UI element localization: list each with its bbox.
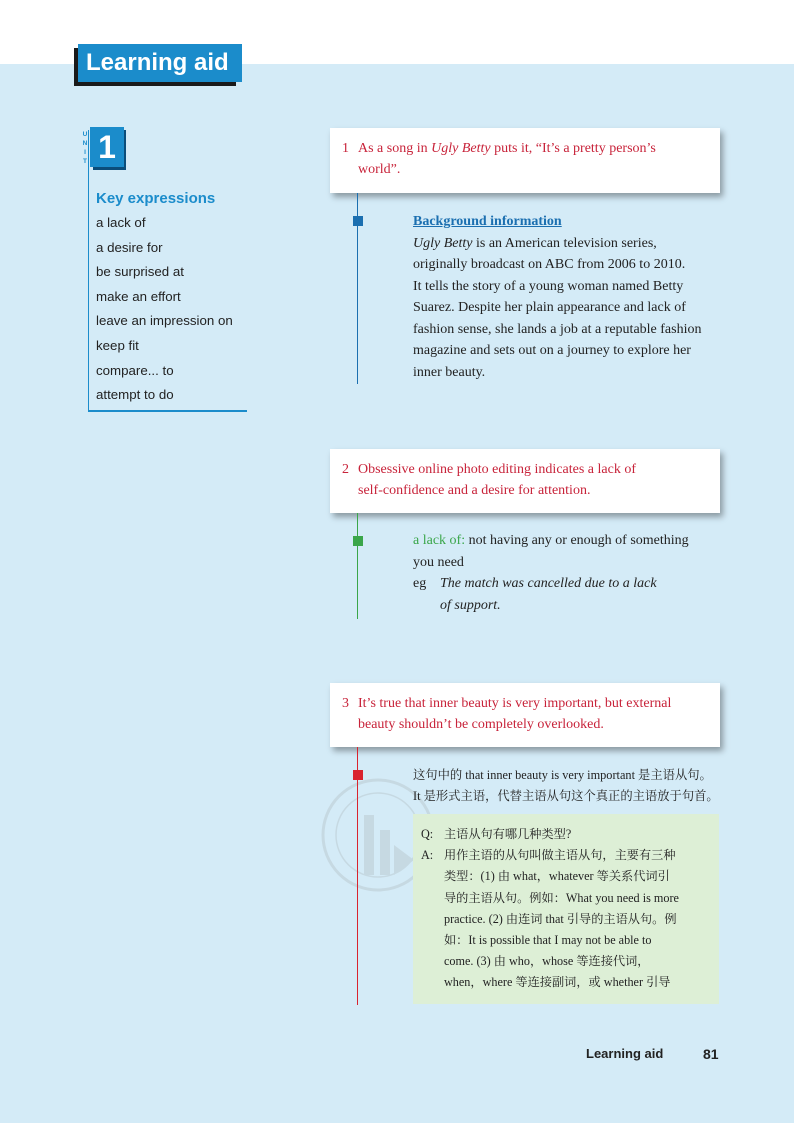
answer-text: 用作主语的从句叫做主语从句，主要有三种 (444, 848, 676, 863)
unit-letter: I (84, 149, 86, 156)
example-label: eg (413, 576, 427, 591)
answer-row (421, 930, 713, 951)
question-text: 主语从句有哪几种类型? (444, 827, 572, 841)
key-expression-item: leave an impression on (96, 313, 233, 329)
quote-line: Obsessive online photo editing indicates a lack of (358, 462, 636, 477)
answer-text: when，where 等连接副词，或 whether 引导 (444, 975, 671, 990)
unit-letter: U (82, 131, 88, 138)
quote-number: 2 (342, 462, 349, 477)
unit-badge (80, 127, 140, 173)
unit-number-box (90, 127, 126, 169)
quote-line: world”. (358, 162, 401, 177)
question-label: Q: (421, 827, 434, 841)
key-expression-item: be surprised at (96, 264, 184, 280)
key-expression-item: attempt to do (96, 387, 174, 403)
note-line: Suarez. Despite her plain appearance and lack of (413, 300, 686, 315)
answer-row (421, 866, 713, 887)
definition-line: you need (413, 554, 464, 570)
note-rule-2 (357, 513, 358, 619)
page-title: Learning aid (78, 44, 242, 82)
background-note (413, 211, 723, 383)
answer-label: A: (421, 848, 434, 863)
note-line (413, 233, 723, 255)
grammar-line: 这句中的 that inner beauty is very important 是主语从句。 (413, 768, 712, 782)
quote-box-3 (330, 683, 720, 747)
footer-label: Learning aid (586, 1046, 664, 1061)
quote-line: It’s true that inner beauty is very important, but external (358, 696, 672, 711)
key-expressions-panel (88, 185, 247, 412)
answer-row (421, 845, 713, 866)
key-expression-item: keep fit (96, 337, 139, 353)
example-text: The match was cancelled due to a lack (440, 576, 657, 591)
note-line: inner beauty. (413, 364, 486, 380)
unit-letter: N (82, 140, 88, 147)
note-rule-3 (357, 747, 358, 1005)
unit-number: 1 (90, 127, 124, 167)
vocab-term: a lack of: (413, 533, 466, 548)
note-line: originally broadcast on ABC from 2006 to 2010. (413, 257, 686, 272)
note-line: magazine and sets out on a journey to explore her (413, 343, 691, 358)
answer-row (421, 909, 713, 930)
example-line: of support. (440, 597, 501, 613)
unit-rule (88, 130, 89, 185)
grammar-note (413, 765, 733, 807)
answer-row (421, 888, 713, 909)
blue-marker-icon (353, 216, 363, 226)
background-info-title: Background information (413, 214, 562, 229)
page-number: 81 (703, 1046, 719, 1062)
quote-box-1 (330, 128, 720, 193)
note-italic: Ugly Betty (413, 235, 473, 251)
note-line: It tells the story of a young woman named Betty (413, 278, 684, 294)
answer-text: 导的主语从句。例如：What you need is more (444, 890, 679, 905)
quote-title-italic: Ugly Betty (431, 141, 491, 156)
qa-box (413, 814, 719, 1004)
grammar-line: It 是形式主语，代替主语从句这个真正的主语放于句首。 (413, 789, 719, 803)
definition-line (413, 530, 723, 552)
quote-number: 1 (342, 141, 349, 156)
quote-line: self-confidence and a desire for attention. (358, 483, 591, 498)
answer-row (421, 951, 713, 972)
key-expression-item: make an effort (96, 288, 181, 304)
example-line (413, 573, 723, 595)
key-expression-item: a lack of (96, 215, 146, 230)
quote-text: As a song in (358, 141, 432, 156)
question-row (421, 824, 713, 845)
page-title-tab (74, 44, 242, 86)
answer-text: come. (3) 由 who，whose 等连接代词， (444, 954, 650, 969)
red-marker-icon (353, 770, 363, 780)
quote-text: puts it, “It’s a pretty person’s (490, 141, 656, 156)
quote-line: beauty shouldn’t be completely overlooked. (358, 717, 604, 732)
key-expression-item: compare... to (96, 362, 174, 378)
quote-line (358, 138, 708, 159)
answer-text: 如：It is possible that I may not be able to (444, 933, 652, 948)
answer-text: 类型：(1) 由 what，whatever 等关系代词引 (444, 869, 670, 884)
unit-letter: T (83, 158, 87, 165)
note-text: is an American television series, (472, 235, 657, 251)
vocabulary-note (413, 530, 723, 616)
key-expression-item: a desire for (96, 239, 163, 255)
quote-box-2 (330, 449, 720, 513)
key-expressions-title: Key expressions (96, 190, 216, 207)
note-line: fashion sense, she lands a job at a reputable fashion (413, 321, 702, 337)
answer-text: practice. (2) 由连词 that 引导的主语从句。例 (444, 911, 677, 926)
green-marker-icon (353, 536, 363, 546)
quote-number: 3 (342, 696, 349, 711)
answer-row (421, 972, 713, 993)
definition-text: not having any or enough of something (465, 533, 689, 548)
